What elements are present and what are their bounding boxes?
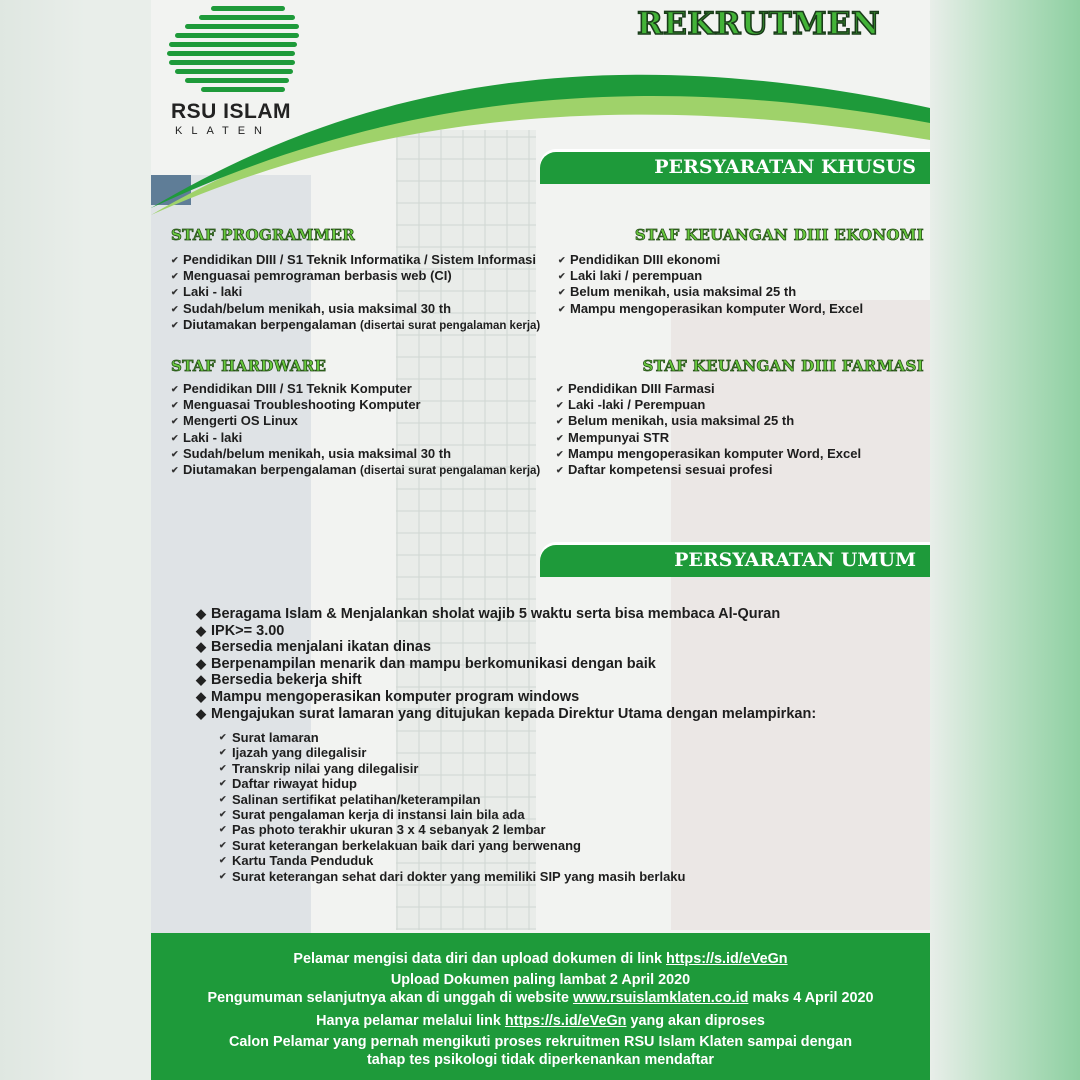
list-item: ✔ Laki - laki: [171, 430, 540, 446]
list-item: ◆ Beragama Islam & Menjalankan sholat wajib 5 waktu serta bisa membaca Al-Quran: [196, 606, 816, 623]
recruitment-poster: [151, 0, 930, 1080]
list-item: ◆ Bersedia menjalani ikatan dinas: [196, 639, 816, 656]
band-persyaratan-khusus: [540, 152, 930, 184]
footer-info: [151, 933, 930, 1080]
band-label: PERSYARATAN KHUSUS: [654, 156, 916, 178]
list-item: ✔ Mempunyai STR: [556, 430, 861, 446]
list-item: ✔ Surat keterangan sehat dari dokter yang memiliki SIP yang masih berlaku: [219, 869, 685, 884]
footer-line-6: tahap tes psikologi tidak diperkenankan mendaftar: [366, 1052, 715, 1068]
list-item: ✔ Surat lamaran: [219, 730, 685, 745]
list-programmer: [171, 252, 540, 334]
list-item: ◆ Mengajukan surat lamaran yang ditujukan kepada Direktur Utama dengan melampirkan:: [196, 706, 816, 723]
logo-name: RSU ISLAM: [171, 100, 291, 123]
list-item: ✔ Pendidikan DIII Farmasi: [556, 381, 861, 397]
list-item: ✔ Sudah/belum menikah, usia maksimal 30 th: [171, 446, 540, 462]
website-link[interactable]: www.rsuislamklaten.co.id: [572, 990, 749, 1006]
list-persyaratan-umum: [196, 606, 816, 722]
list-item: ✔ Mengerti OS Linux: [171, 413, 540, 429]
list-item: ✔ Menguasai Troubleshooting Komputer: [171, 397, 540, 413]
list-item: ◆ Berpenampilan menarik dan mampu berkomunikasi dengan baik: [196, 656, 816, 673]
footer-line-4: Hanya pelamar melalui link https://s.id/eVeGn yang akan diproses: [316, 1013, 765, 1029]
section-title-keuangan-farmasi: STAF KEUANGAN DIII FARMASI: [642, 357, 924, 375]
list-item: ✔ Surat keterangan berkelakuan baik dari yang berwenang: [219, 838, 685, 853]
band-label: PERSYARATAN UMUM: [674, 549, 916, 571]
list-item: ◆ Mampu mengoperasikan komputer program windows: [196, 689, 816, 706]
list-item: ✔ Pendidikan DIII / S1 Teknik Informatika / Sistem Informasi: [171, 252, 540, 268]
page-title: REKRUTMEN: [637, 6, 880, 42]
list-item: ✔ Salinan sertifikat pelatihan/keterampilan: [219, 792, 685, 807]
list-item: ✔ Belum menikah, usia maksimal 25 th: [556, 413, 861, 429]
list-item: ✔ Diutamakan berpengalaman (disertai surat pengalaman kerja): [171, 317, 540, 334]
list-item: ✔ Menguasai pemrograman berbasis web (CI): [171, 268, 540, 284]
footer-line-2: Upload Dokumen paling lambat 2 April 2020: [390, 972, 691, 988]
list-item: ✔ Belum menikah, usia maksimal 25 th: [558, 284, 863, 300]
list-item: ✔ Transkrip nilai yang dilegalisir: [219, 761, 685, 776]
list-item: ✔ Diutamakan berpengalaman (disertai surat pengalaman kerja): [171, 462, 540, 479]
list-hardware: [171, 381, 540, 479]
list-keuangan-ekonomi: [558, 252, 863, 317]
list-item: ◆ Bersedia bekerja shift: [196, 672, 816, 689]
section-title-programmer: STAF PROGRAMMER: [171, 226, 356, 244]
list-item: ✔ Kartu Tanda Penduduk: [219, 853, 685, 868]
list-item: ✔ Sudah/belum menikah, usia maksimal 30 th: [171, 301, 540, 317]
footer-line-3: Pengumuman selanjutnya akan di unggah di website www.rsuislamklaten.co.id maks 4 April 2020: [207, 990, 874, 1006]
upload-link[interactable]: https://s.id/eVeGn: [666, 951, 788, 967]
list-item: ✔ Pendidikan DIII ekonomi: [558, 252, 863, 268]
footer-line-1: Pelamar mengisi data diri dan upload dokumen di link https://s.id/eVeGn: [293, 951, 788, 967]
list-item: ✔ Mampu mengoperasikan komputer Word, Excel: [558, 301, 863, 317]
list-keuangan-farmasi: [556, 381, 861, 478]
apply-link[interactable]: https://s.id/eVeGn: [504, 1013, 627, 1029]
list-item: ◆ IPK>= 3.00: [196, 623, 816, 640]
list-item: ✔ Laki laki / perempuan: [558, 268, 863, 284]
list-item: ✔ Laki -laki / Perempuan: [556, 397, 861, 413]
band-persyaratan-umum: [540, 545, 930, 577]
hospital-logo: [165, 0, 315, 145]
list-item: ✔ Pendidikan DIII / S1 Teknik Komputer: [171, 381, 540, 397]
section-title-hardware: STAF HARDWARE: [171, 357, 327, 375]
list-item: ✔ Daftar riwayat hidup: [219, 776, 685, 791]
list-item: ✔ Laki - laki: [171, 284, 540, 300]
list-item: ✔ Daftar kompetensi sesuai profesi: [556, 462, 861, 478]
list-item: ✔ Surat pengalaman kerja di instansi lain bila ada: [219, 807, 685, 822]
section-title-keuangan-ekonomi: STAF KEUANGAN DIII EKONOMI: [634, 226, 924, 244]
footer-line-5: Calon Pelamar yang pernah mengikuti proses rekruitmen RSU Islam Klaten sampai dengan: [229, 1034, 852, 1050]
list-dokumen: [219, 730, 685, 884]
logo-subtitle: KLATEN: [175, 125, 271, 137]
list-item: ✔ Pas photo terakhir ukuran 3 x 4 sebanyak 2 lembar: [219, 822, 685, 837]
list-item: ✔ Ijazah yang dilegalisir: [219, 745, 685, 760]
list-item: ✔ Mampu mengoperasikan komputer Word, Excel: [556, 446, 861, 462]
